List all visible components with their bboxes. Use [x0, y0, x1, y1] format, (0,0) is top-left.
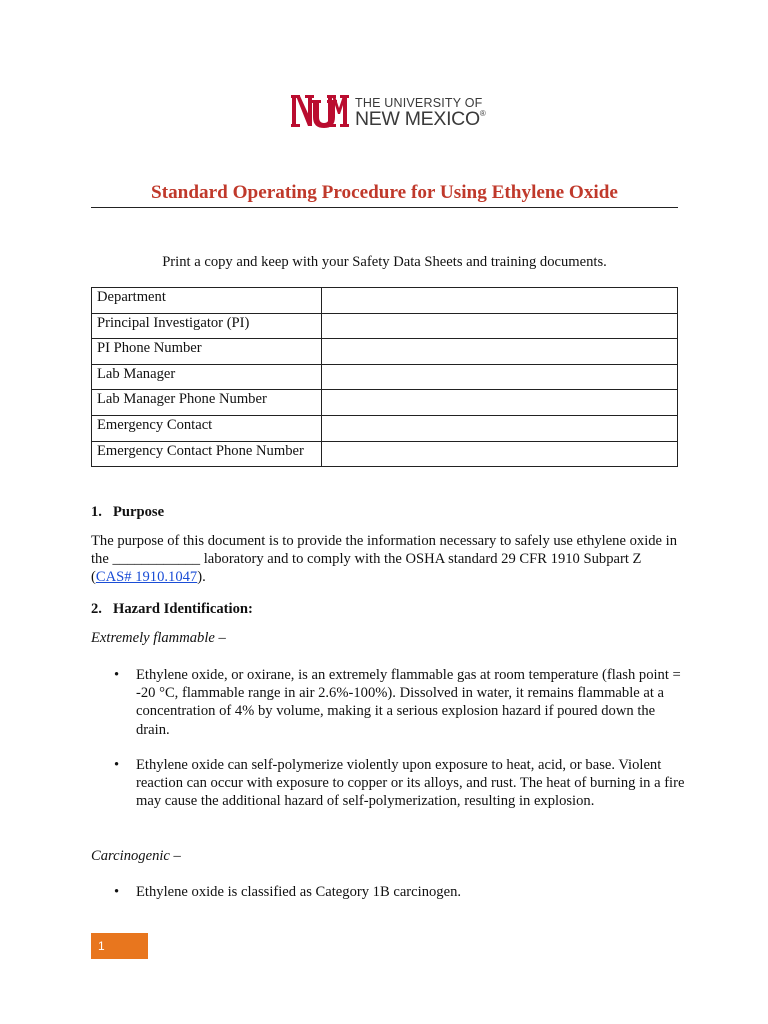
bullet-text: Ethylene oxide, or oxirane, is an extremely flammable gas at room temperature (flash point = -20 °C, flammable range in air 2.6%-100%). Dissolved in water, it remains flammable at a concentration of 4% by volume, making it a serious explosion hazard if poured down the drain. — [136, 667, 681, 738]
flammable-subheading: Extremely flammable – — [91, 630, 226, 646]
row-label: Emergency Contact Phone Number — [92, 441, 322, 467]
instruction-text: Print a copy and keep with your Safety Data Sheets and training documents. — [162, 254, 607, 270]
row-label: Emergency Contact — [92, 415, 322, 441]
bullet-icon: • — [114, 884, 120, 900]
purpose-paragraph — [91, 532, 681, 587]
list-item — [114, 883, 691, 901]
purpose-heading — [91, 503, 681, 521]
row-label: Department — [92, 288, 322, 314]
row-label: PI Phone Number — [92, 339, 322, 365]
row-value-field[interactable] — [322, 313, 678, 339]
table-row — [92, 288, 678, 314]
carcinogenic-subheading: Carcinogenic – — [91, 848, 181, 864]
row-value-field[interactable] — [322, 339, 678, 365]
section-title: Purpose — [113, 504, 165, 520]
section-title: Hazard Identification: — [113, 601, 253, 617]
row-value-field[interactable] — [322, 288, 678, 314]
bullet-text: Ethylene oxide can self-polymerize violently upon exposure to heat, acid, or base. Violent reaction can occur with exposure to copper or its alloys, and rust. The heat of burning in a fire may cause the additional hazard of self-polymerization, resulting in explosion. — [136, 757, 685, 810]
row-value-field[interactable] — [322, 415, 678, 441]
document-title: Standard Operating Procedure for Using Ethylene Oxide — [151, 182, 618, 203]
table-row — [92, 339, 678, 365]
lab-info-table — [91, 287, 678, 467]
title-divider — [91, 207, 678, 208]
row-value-field[interactable] — [322, 441, 678, 467]
list-item — [114, 756, 691, 811]
section-number: 1. — [91, 504, 102, 520]
hazard-heading — [91, 600, 681, 618]
bullet-icon: • — [114, 757, 120, 773]
registered-mark: ® — [479, 109, 486, 118]
unm-monogram-icon — [291, 94, 349, 132]
list-item — [114, 666, 691, 739]
table-row — [92, 313, 678, 339]
row-label: Lab Manager Phone Number — [92, 390, 322, 416]
section-number: 2. — [91, 601, 102, 617]
bullet-text: Ethylene oxide is classified as Category 1B carcinogen. — [136, 884, 462, 900]
row-label: Lab Manager — [92, 364, 322, 390]
table-row — [92, 441, 678, 467]
table-row — [92, 390, 678, 416]
purpose-text: The purpose of this document is to provide the information necessary to safely use ethylene oxide in the ____________ laboratory and to comply with the OSHA standard 29 CFR 1910 Subpart Z ( — [91, 533, 678, 586]
row-value-field[interactable] — [322, 390, 678, 416]
row-value-field[interactable] — [322, 364, 678, 390]
table-row — [92, 364, 678, 390]
wordmark-line1: THE UNIVERSITY OF — [355, 95, 483, 110]
table-row — [92, 415, 678, 441]
wordmark-line2-text: NEW MEXICO — [355, 108, 480, 130]
wordmark-line2 — [355, 110, 485, 130]
row-label: Principal Investigator (PI) — [92, 313, 322, 339]
bullet-icon: • — [114, 667, 120, 683]
university-wordmark — [355, 97, 485, 130]
cas-standard-link[interactable]: CAS# 1910.1047 — [95, 569, 198, 586]
purpose-text-end: ). — [197, 569, 206, 586]
unm-logo — [291, 94, 485, 132]
page-number-badge: 1 — [91, 933, 148, 959]
